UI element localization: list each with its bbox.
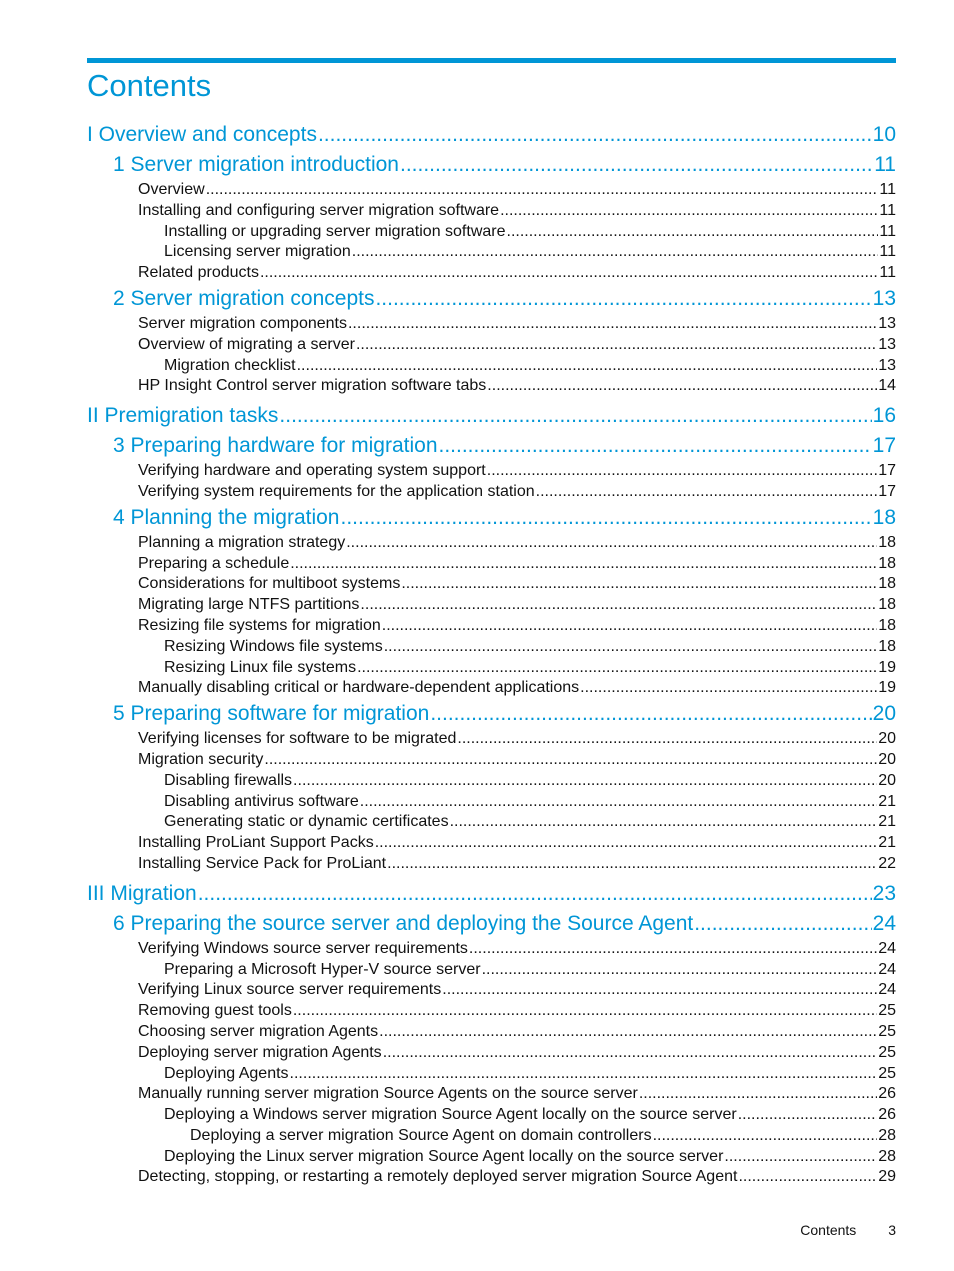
- toc-entry-link[interactable]: [87, 1001, 896, 1022]
- dot-leader: [346, 533, 877, 554]
- toc-page-number: 18: [878, 637, 896, 655]
- toc-entry-title: Migration checklist: [164, 356, 296, 374]
- toc-heading-link[interactable]: [87, 401, 896, 431]
- toc-page-number: 24: [878, 981, 896, 999]
- toc-page-number: 13: [878, 335, 896, 353]
- toc-entry-link[interactable]: [87, 554, 896, 575]
- toc-entry-title: Server migration components: [138, 314, 347, 332]
- toc-entry-title: Deploying the Linux server migration Source Agent locally on the source server: [164, 1147, 724, 1165]
- toc-entry-link[interactable]: [87, 812, 896, 833]
- dot-leader: [507, 222, 879, 243]
- toc-page-number: 20: [878, 730, 896, 748]
- toc-entry-link[interactable]: [87, 201, 896, 222]
- toc-heading-link[interactable]: [87, 879, 896, 909]
- toc-entry-title: Preparing a schedule: [138, 554, 290, 572]
- toc-page-number: 28: [878, 1126, 896, 1144]
- toc-heading-link[interactable]: [87, 699, 896, 729]
- toc-page-number: 20: [878, 771, 896, 789]
- toc-entry-link[interactable]: [87, 771, 896, 792]
- toc-entry-title: Installing and configuring server migration software: [138, 201, 500, 219]
- footer-section-label: Contents: [800, 1222, 857, 1238]
- dot-leader: [694, 909, 871, 939]
- toc-page-number: 29: [878, 1168, 896, 1186]
- toc-page-number: 18: [878, 554, 896, 572]
- toc-entry-link[interactable]: [87, 792, 896, 813]
- toc-heading-link[interactable]: [87, 284, 896, 314]
- toc-entry-link[interactable]: [87, 595, 896, 616]
- toc-entry-title: Licensing server migration: [164, 243, 351, 261]
- toc-entry-title: Manually running server migration Source Agents on the source server: [138, 1085, 638, 1103]
- toc-page-number: 17: [878, 482, 896, 500]
- toc-entry-title: Migration security: [138, 750, 264, 768]
- toc-entry-title: Verifying system requirements for the application station: [138, 482, 535, 500]
- toc-entry-title: II Premigration tasks: [87, 404, 279, 428]
- toc-entry-link[interactable]: [87, 335, 896, 356]
- dot-leader: [340, 503, 871, 533]
- dot-leader: [738, 1167, 877, 1188]
- toc-entry-link[interactable]: [87, 1167, 896, 1188]
- toc-page-number: 14: [878, 377, 896, 395]
- dot-leader: [293, 1001, 877, 1022]
- toc-entry-title: Deploying server migration Agents: [138, 1043, 382, 1061]
- toc-page-number: 11: [874, 153, 896, 176]
- dot-leader: [536, 482, 878, 503]
- toc-page-number: 24: [872, 911, 896, 935]
- toc-entry-link[interactable]: [87, 678, 896, 699]
- toc-page-number: 26: [878, 1106, 896, 1124]
- toc-entry-title: Overview of migrating a server: [138, 335, 355, 353]
- toc-entry-link[interactable]: [87, 833, 896, 854]
- dot-leader: [487, 461, 877, 482]
- toc-entry-title: Verifying Windows source server requirements: [138, 939, 468, 957]
- toc-entry-title: Deploying a Windows server migration Source Agent locally on the source server: [164, 1106, 737, 1124]
- dot-leader: [348, 314, 877, 335]
- toc-entry-link[interactable]: [87, 1043, 896, 1064]
- toc-entry-title: HP Insight Control server migration software tabs: [138, 377, 487, 395]
- dot-leader: [360, 792, 877, 813]
- toc-page-number: 18: [878, 596, 896, 614]
- toc-page-number: 20: [878, 750, 896, 768]
- toc-entry-title: Verifying hardware and operating system support: [138, 462, 486, 480]
- dot-leader: [384, 637, 877, 658]
- toc-heading-link[interactable]: [87, 120, 896, 150]
- toc-entry-title: Deploying a server migration Source Agent on domain controllers: [190, 1126, 652, 1144]
- toc-entry-title: III Migration: [87, 881, 197, 905]
- header-rule: [87, 58, 896, 63]
- toc-entry-title: 4 Planning the migration: [113, 505, 340, 529]
- toc-entry-link[interactable]: [87, 616, 896, 637]
- toc-page-number: 21: [878, 813, 896, 831]
- toc-page-number: 20: [872, 702, 896, 726]
- toc-page-number: 26: [878, 1085, 896, 1103]
- toc-entry-title: Disabling firewalls: [164, 771, 293, 789]
- toc-page-number: 24: [878, 939, 896, 957]
- dot-leader: [442, 980, 877, 1001]
- toc-entry-title: Generating static or dynamic certificates: [164, 813, 449, 831]
- toc-page-number: 18: [878, 533, 896, 551]
- dot-leader: [375, 833, 878, 854]
- page-footer: [800, 1222, 896, 1238]
- toc-entry-title: Installing or upgrading server migration software: [164, 222, 506, 240]
- dot-leader: [401, 574, 877, 595]
- toc-entry-title: Verifying licenses for software to be migrated: [138, 730, 457, 748]
- toc-entry-link[interactable]: [87, 1126, 896, 1147]
- dot-leader: [457, 729, 877, 750]
- dot-leader: [487, 376, 877, 397]
- toc-heading-link[interactable]: [87, 150, 896, 180]
- table-of-contents: [87, 120, 896, 1188]
- dot-leader: [290, 1064, 878, 1085]
- footer-page-number: 3: [888, 1222, 896, 1238]
- dot-leader: [469, 939, 877, 960]
- toc-entry-title: Related products: [138, 264, 259, 282]
- toc-entry-title: Detecting, stopping, or restarting a remotely deployed server migration Source Agent: [138, 1168, 738, 1186]
- toc-entry-link[interactable]: [87, 263, 896, 284]
- toc-entry-title: 5 Preparing software for migration: [113, 702, 430, 726]
- dot-leader: [724, 1147, 877, 1168]
- dot-leader: [387, 854, 877, 875]
- toc-page-number: 18: [878, 575, 896, 593]
- page-title: Contents: [87, 68, 212, 103]
- toc-page-number: 13: [872, 286, 896, 310]
- toc-entry-title: Planning a migration strategy: [138, 533, 346, 551]
- dot-leader: [580, 678, 877, 699]
- toc-heading-link[interactable]: [87, 431, 896, 461]
- toc-entry-title: Deploying Agents: [164, 1064, 289, 1082]
- dot-leader: [450, 812, 878, 833]
- toc-entry-link[interactable]: [87, 1084, 896, 1105]
- dot-leader: [360, 595, 877, 616]
- toc-entry-title: Removing guest tools: [138, 1002, 292, 1020]
- toc-entry-link[interactable]: [87, 482, 896, 503]
- toc-entry-link[interactable]: [87, 461, 896, 482]
- dot-leader: [198, 879, 872, 909]
- toc-page-number: 11: [879, 222, 896, 240]
- toc-page-number: 11: [879, 243, 896, 261]
- dot-leader: [297, 356, 878, 377]
- toc-entry-title: Manually disabling critical or hardware-dependent applications: [138, 679, 580, 697]
- toc-entry-title: Choosing server migration Agents: [138, 1022, 379, 1040]
- dot-leader: [439, 431, 872, 461]
- dot-leader: [356, 335, 877, 356]
- toc-entry-link[interactable]: [87, 637, 896, 658]
- dot-leader: [290, 554, 877, 575]
- toc-entry-link[interactable]: [87, 658, 896, 679]
- toc-page-number: 19: [878, 658, 896, 676]
- toc-page-number: 16: [872, 404, 896, 428]
- dot-leader: [375, 284, 871, 314]
- toc-page-number: 25: [878, 1022, 896, 1040]
- toc-entry-link[interactable]: [87, 574, 896, 595]
- toc-entry-link[interactable]: [87, 376, 896, 397]
- dot-leader: [738, 1105, 877, 1126]
- dot-leader: [639, 1084, 877, 1105]
- toc-entry-link[interactable]: [87, 356, 896, 377]
- dot-leader: [430, 699, 871, 729]
- toc-page-number: 10: [872, 123, 896, 146]
- dot-leader: [379, 1022, 877, 1043]
- toc-entry-title: Installing Service Pack for ProLiant: [138, 854, 387, 872]
- toc-page-number: 22: [878, 854, 896, 872]
- toc-entry-link[interactable]: [87, 1064, 896, 1085]
- dot-leader: [293, 771, 877, 792]
- toc-entry-title: Resizing Linux file systems: [164, 658, 357, 676]
- toc-entry-title: Overview: [138, 181, 205, 198]
- dot-leader: [279, 401, 871, 431]
- toc-entry-link[interactable]: [87, 533, 896, 554]
- toc-entry-title: Considerations for multiboot systems: [138, 575, 401, 593]
- toc-page-number: 21: [878, 792, 896, 810]
- toc-page-number: 17: [878, 462, 896, 480]
- toc-entry-title: Installing ProLiant Support Packs: [138, 834, 374, 852]
- toc-page-number: 17: [872, 434, 896, 458]
- toc-entry-link[interactable]: [87, 222, 896, 243]
- toc-page-number: 25: [878, 1002, 896, 1020]
- toc-page-number: 11: [879, 201, 896, 219]
- toc-page-number: 13: [878, 356, 896, 374]
- dot-leader: [260, 263, 878, 284]
- toc-page-number: 28: [878, 1147, 896, 1165]
- toc-heading-link[interactable]: [87, 909, 896, 939]
- toc-entry-link[interactable]: [87, 939, 896, 960]
- toc-entry-link[interactable]: [87, 180, 896, 201]
- toc-entry-link[interactable]: [87, 242, 896, 263]
- dot-leader: [206, 180, 879, 201]
- toc-page-number: 11: [879, 264, 896, 282]
- toc-entry-title: Disabling antivirus software: [164, 792, 359, 810]
- toc-entry-link[interactable]: [87, 1147, 896, 1168]
- dot-leader: [400, 150, 873, 180]
- toc-entry-title: I Overview and concepts: [87, 123, 317, 146]
- toc-page-number: 18: [872, 505, 896, 529]
- toc-entry-title: Resizing file systems for migration: [138, 616, 381, 634]
- toc-entry-link[interactable]: [87, 960, 896, 981]
- dot-leader: [382, 616, 877, 637]
- toc-entry-link[interactable]: [87, 854, 896, 875]
- toc-page-number: 21: [878, 834, 896, 852]
- dot-leader: [318, 120, 872, 150]
- toc-entry-title: Resizing Windows file systems: [164, 637, 383, 655]
- toc-page-number: 23: [872, 881, 896, 905]
- dot-leader: [383, 1043, 878, 1064]
- dot-leader: [500, 201, 878, 222]
- toc-entry-title: 3 Preparing hardware for migration: [113, 434, 438, 458]
- toc-entry-link[interactable]: [87, 750, 896, 771]
- toc-entry-link[interactable]: [87, 1105, 896, 1126]
- toc-entry-title: 2 Server migration concepts: [113, 286, 375, 310]
- toc-entry-link[interactable]: [87, 980, 896, 1001]
- toc-entry-title: 1 Server migration introduction: [113, 153, 399, 176]
- toc-page-number: 25: [878, 1064, 896, 1082]
- toc-entry-title: Preparing a Microsoft Hyper-V source server: [164, 960, 481, 978]
- toc-entry-title: Migrating large NTFS partitions: [138, 596, 360, 614]
- toc-page-number: 24: [878, 960, 896, 978]
- toc-page-number: 13: [878, 314, 896, 332]
- toc-entry-link[interactable]: [87, 1022, 896, 1043]
- dot-leader: [357, 658, 877, 679]
- dot-leader: [264, 750, 877, 771]
- toc-entry-title: 6 Preparing the source server and deploying the Source Agent: [113, 911, 694, 935]
- toc-heading-link[interactable]: [87, 503, 896, 533]
- toc-page-number: 18: [878, 616, 896, 634]
- dot-leader: [653, 1126, 878, 1147]
- toc-entry-link[interactable]: [87, 729, 896, 750]
- toc-entry-link[interactable]: [87, 314, 896, 335]
- dot-leader: [482, 960, 878, 981]
- toc-page-number: 11: [879, 181, 896, 198]
- dot-leader: [352, 242, 879, 263]
- toc-page-number: 25: [878, 1043, 896, 1061]
- toc-entry-title: Verifying Linux source server requirements: [138, 981, 442, 999]
- toc-page-number: 19: [878, 679, 896, 697]
